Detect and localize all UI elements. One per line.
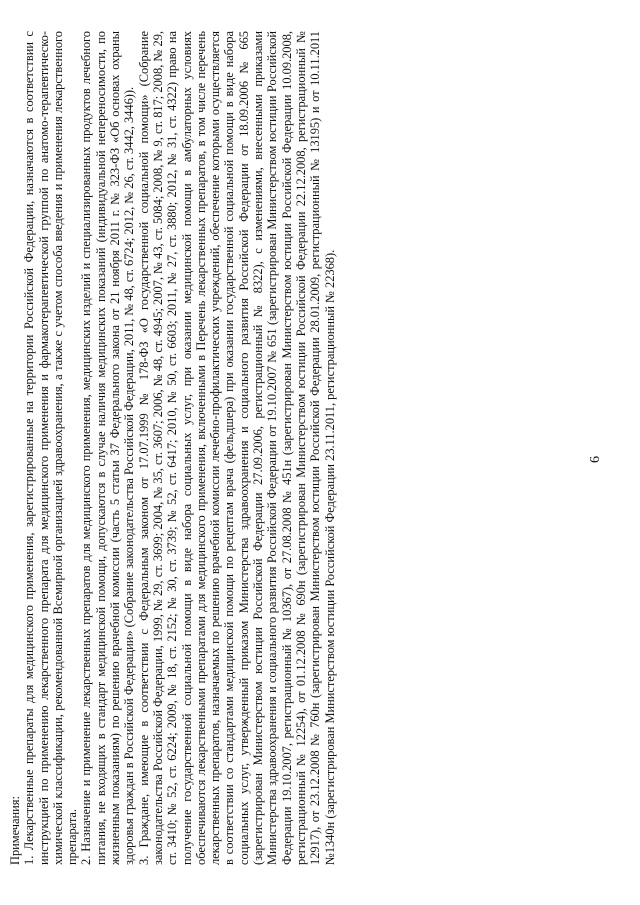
note-item-3: 3. Граждане, имеющие в соответствии с Федеральным законом от 17.07.1999 № 178-ФЗ «О государственной социальной помощи» (Собрание законодательства Российской Федерации, 1999, № 29, ст. 3699; 2004, № 35, ст. 3607; 2006, № 48, ст. 4945; 2007, № 43, ст. 5084; 2008, № 9, ст. 817; 2008, № 29, ст. 3410; № 52, ст. 6224; 2009, № 18, ст. 2152; № 30, ст. 3739; № 52, ст. 6417; 2010, № 50, ст. 6603; 2011, № 27, ст. 3880; 2012, № 31, ст. 4322) право на получение государственной социальной помощи в виде набора социальных услуг, при оказании медицинской помощи в амбулаторных условиях обеспечиваются лекарственными препаратами для медицинского применения, включенными в Перечень лекарственных препаратов, в том числе перечень лекарственных препаратов, назначаемых по решению врачебной комиссии лечебно-профилактических учреждений, обеспечение которыми осуществляется в соответствии со стандартами медицинской помощи по рецептам врача (фельдшера) при оказании государственной социальной помощи в виде набора социальных услуг, утвержденный приказом Министерства здравоохранения и социального развития Российской Федерации от 18.09.2006 № 665 (зарегистрирован Министерством юстиции Российской Федерации 27.09.2006, регистрационный № 8322), с изменениями, внесенными приказами Министерства здравоохранения и социального развития Российской Федерации от 19.10.2007 № 651 (зарегистрирован Министерством юстиции Российской Федерации 19.10.2007, регистрационный № 10367), от 27.08.2008 № 451н (зарегистрирован Министерством юстиции Российской Федерации 10.09.2008, регистрационный № 12254), от 01.12.2008 № 690н (зарегистрирован Министерством юстиции Российской Федерации 22.12.2008, регистрационный № 12917), от 23.12.2008 № 760н (зарегистрирован Министерством юстиции Российской Федерации 28.01.2009, регистрационный № 13195) и от 10.11.2011 №1340н (зарегистрирован Министерством юстиции Российской Федерации 23.11.2011, регистрационный № 22368). [136,31,337,865]
notes-heading: Примечания: [8,796,22,865]
notes-section [8,31,337,865]
page-number: 6 [588,456,603,463]
note-item-2: 2. Назначение и применение лекарственных препаратов для медицинского применения, медицинских изделий и специализированных продуктов лечебного питания, не входящих в стандарт медицинской помощи, допускаются в случае наличия медицинских показаний (индивидуальной непереносимости, по жизненным показаниям) по решению врачебной комиссии (часть 5 статьи 37 Федерального закона от 21 ноября 2011 г. № 323-ФЗ «Об основах охраны здоровья граждан в Российской Федерации» (Собрание законодательства Российской Федерации, 2011, № 48, ст. 6724; 2012, № 26, ст. 3442, 3446)). [79,31,137,865]
note-item-1: 1. Лекарственные препараты для медицинского применения, зарегистрированные на территории Российской Федерации, назначаются в соответствии с инструкцией по применению лекарственного препарата для медицинского применения и фармакотерапевтической группой по анатомо-терапевтическо-химической классификации, рекомендованной Всемирной организацией здравоохранения, а также с учетом способа введения и применения лекарственного препарата. [22,31,80,865]
